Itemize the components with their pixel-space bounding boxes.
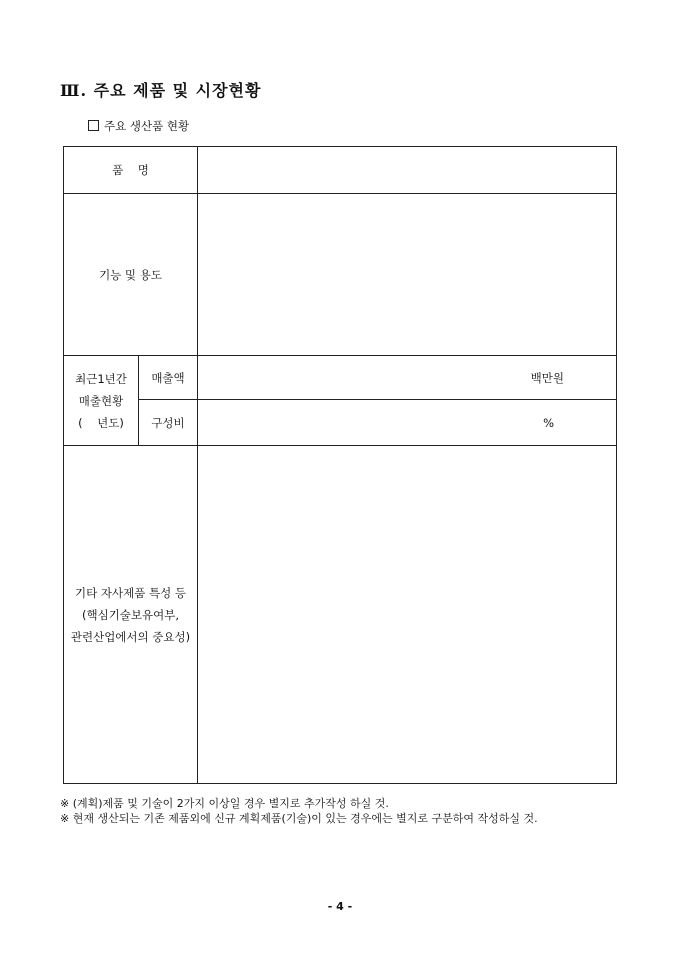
sales-label: 매출액 <box>139 356 198 400</box>
row-function <box>64 194 617 356</box>
page-number: - 4 - <box>327 900 353 913</box>
sales-field[interactable] <box>198 356 617 400</box>
checkbox-icon <box>88 120 99 131</box>
recent-label-line2: 매출현황 <box>78 393 124 408</box>
subheading-text: 주요 생산품 현황 <box>104 119 190 133</box>
recent-label-line3: ( 년도) <box>78 415 124 430</box>
note-item: ※ 현재 생산되는 기존 제품외에 신규 계획제품(기술)이 있는 경우에는 별지로 구분하여 작성하실 것. <box>60 812 538 825</box>
row-product-name <box>64 147 617 194</box>
section-heading: Ⅲ. 주요 제품 및 시장현황 <box>60 81 262 100</box>
recent-label-line1: 최근1년간 <box>75 371 127 386</box>
subheading <box>88 118 189 134</box>
row-other <box>64 446 617 784</box>
product-name-label: 품 명 <box>64 147 198 194</box>
recent-sales-label <box>64 356 139 446</box>
sales-unit: 백만원 <box>530 370 564 385</box>
product-status-table <box>63 146 617 784</box>
product-name-field[interactable] <box>198 147 617 194</box>
row-ratio <box>64 400 617 446</box>
function-label: 기능 및 용도 <box>64 194 198 356</box>
other-label <box>64 446 198 784</box>
function-field[interactable] <box>198 194 617 356</box>
notes <box>60 796 630 826</box>
ratio-field[interactable] <box>198 400 617 446</box>
ratio-unit: % <box>543 415 554 430</box>
ratio-label: 구성비 <box>139 400 198 446</box>
other-label-line1: 기타 자사제품 특성 등 <box>75 585 186 600</box>
row-sales <box>64 356 617 400</box>
other-field[interactable] <box>198 446 617 784</box>
other-label-line3: 관련산업에서의 중요성) <box>70 629 191 644</box>
other-label-line2: (핵심기술보유여부, <box>81 607 179 622</box>
note-item: ※ (계획)제품 및 기술이 2가지 이상일 경우 별지로 추가작성 하실 것. <box>60 797 389 810</box>
